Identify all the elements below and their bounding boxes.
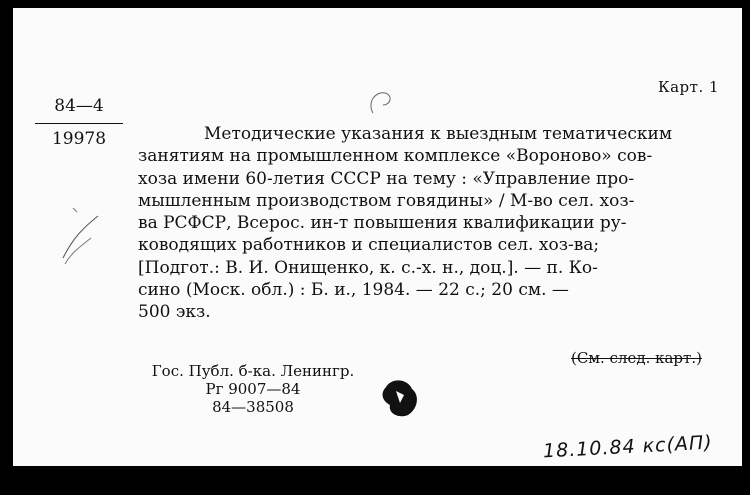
pencil-mark-icon (363, 83, 403, 123)
pencil-scribble-icon (53, 198, 113, 278)
library-code-2: 84—38508 (212, 398, 294, 416)
call-number-divider (35, 123, 123, 124)
description-line: 500 экз. (138, 302, 211, 323)
card-number: Карт. 1 (658, 78, 720, 96)
description-line: ководящих работников и специалистов сел. хоз-ва; (138, 235, 600, 256)
description-line: Методические указания к выездным тематическим (204, 124, 673, 144)
see-next-card-note: (См. след. карт.) (571, 349, 702, 367)
description-line: ва РСФСР, Всерос. ин-т повышения квалификации ру- (138, 213, 627, 234)
description-line: занятиям на промышленном комплексе «Вороново» сов- (138, 146, 653, 167)
scan-border (0, 466, 750, 495)
catalog-card (13, 8, 742, 466)
call-number-top: 84—4 (54, 96, 104, 116)
library-name: Гос. Публ. б-ка. Ленингр. (151, 362, 355, 380)
call-number-bottom: 19978 (51, 129, 107, 149)
description-line: хоза имени 60-летия СССР на тему : «Управление про- (138, 168, 635, 189)
bibliographic-description (138, 123, 723, 324)
library-code-1: Рг 9007—84 (205, 380, 301, 398)
ink-blot-icon (378, 375, 423, 420)
description-line: сино (Моск. обл.) : Б. и., 1984. — 22 с.; 20 см. — (138, 280, 569, 301)
description-line: [Подгот.: В. И. Онищенко, к. с.-х. н., доц.]. — п. Ко- (138, 257, 598, 278)
handwritten-date: 18.10.84 кс(АП) (542, 431, 714, 463)
library-stamp-text (128, 362, 378, 416)
description-line: мышленным производством говядины» / М-во сел. хоз- (138, 190, 635, 211)
call-number (35, 95, 123, 150)
